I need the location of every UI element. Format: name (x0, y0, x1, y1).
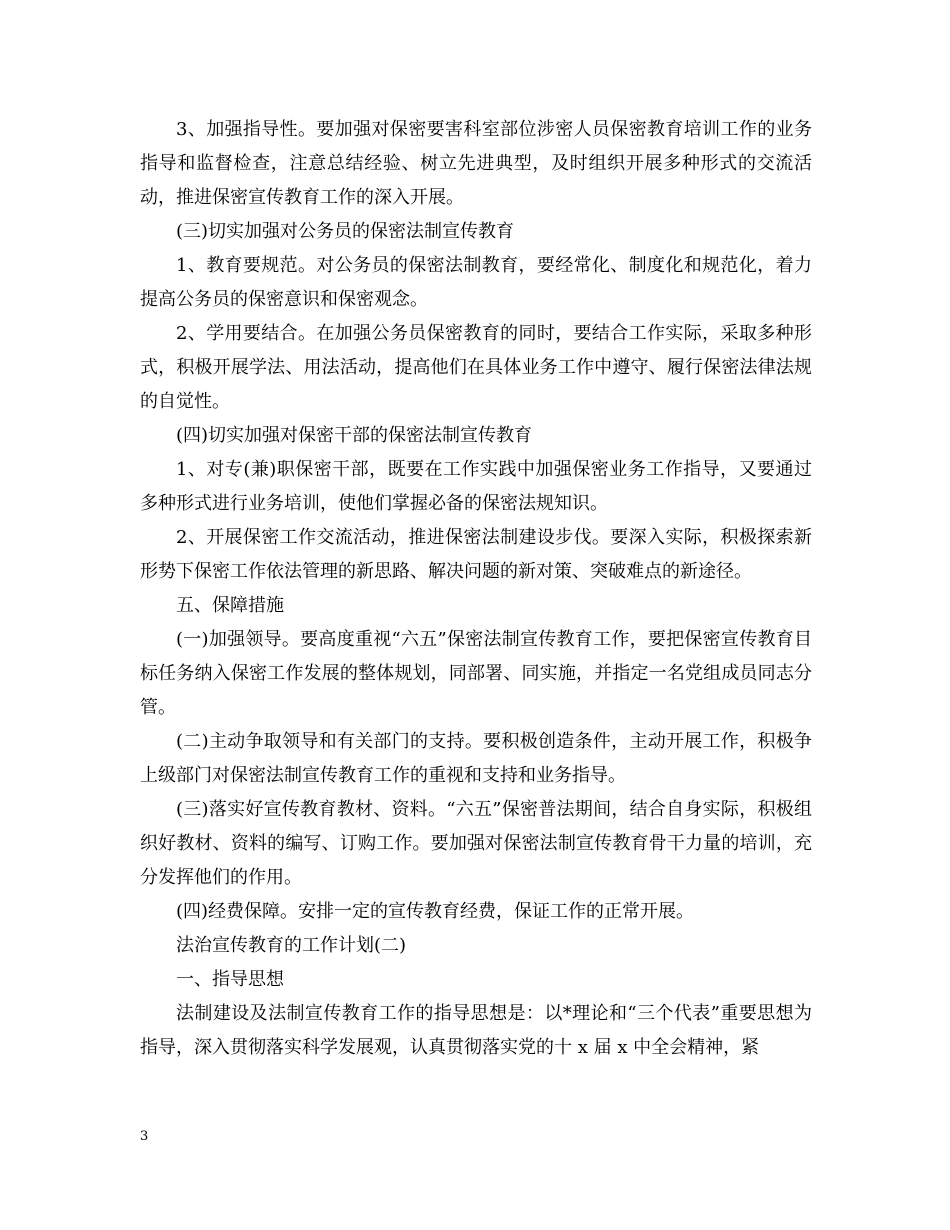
paragraph-study-application: 2、学用要结合。在加强公务员保密教育的同时，要结合工作实际，采取多种形式，积极开展学法、用法活动，提高他们在具体业务工作中遵守、履行保密法律法规的自觉性。 (140, 323, 812, 412)
paragraph-funding: (四)经费保障。安排一定的宣传教育经费，保证工作的正常开展。 (176, 901, 695, 922)
paragraph-exchange-activities: 2、开展保密工作交流活动，推进保密法制建设步伐。要深入实际，积极探索新形势下保密工作依法管理的新思路、解决问题的新对策、突破难点的新途径。 (140, 527, 812, 582)
heading-work-plan-two: 法治宣传教育的工作计划(二) (176, 935, 407, 956)
paragraph-leadership: (一)加强领导。要高度重视“六五”保密法制宣传教育工作，要把保密宣传教育目标任务纳入保密工作发展的整体规划，同部署、同实施，并指定一名党组成员同志分管。 (140, 629, 812, 718)
heading-civil-servants: (三)切实加强对公务员的保密法制宣传教育 (176, 221, 515, 242)
paragraph-support: (二)主动争取领导和有关部门的支持。要积极创造条件，主动开展工作，积极争上级部门对保密法制宣传教育工作的重视和支持和业务指导。 (140, 731, 812, 786)
heading-secrecy-cadres: (四)切实加强对保密干部的保密法制宣传教育 (176, 425, 533, 446)
paragraph-guidance: 3、加强指导性。要加强对保密要害科室部位涉密人员保密教育培训工作的业务指导和监督检查，注意总结经验、树立先进典型，及时组织开展多种形式的交流活动，推进保密宣传教育工作的深入开展。 (140, 119, 812, 208)
paragraph-materials: (三)落实好宣传教育教材、资料。“六五”保密普法期间，结合自身实际，积极组织好教材、资料的编写、订购工作。要加强对保密法制宣传教育骨干力量的培训，充分发挥他们的作用。 (140, 799, 812, 888)
paragraph-education-standard: 1、教育要规范。对公务员的保密法制教育，要经常化、制度化和规范化，着力提高公务员的保密意识和保密观念。 (140, 255, 812, 310)
page-number: 3 (140, 1129, 149, 1144)
paragraph-guiding-ideology: 法制建设及法制宣传教育工作的指导思想是：以*理论和“三个代表”重要思想为指导，深入贯彻落实科学发展观，认真贯彻落实党的十 x 届 x 中全会精神，紧 (140, 1003, 812, 1058)
document-body (140, 113, 812, 1065)
heading-safeguard-measures: 五、保障措施 (176, 595, 284, 616)
paragraph-cadre-training: 1、对专(兼)职保密干部，既要在工作实践中加强保密业务工作指导，又要通过多种形式进行业务培训，使他们掌握必备的保密法规知识。 (140, 459, 812, 514)
heading-guiding-ideology: 一、指导思想 (176, 969, 284, 990)
